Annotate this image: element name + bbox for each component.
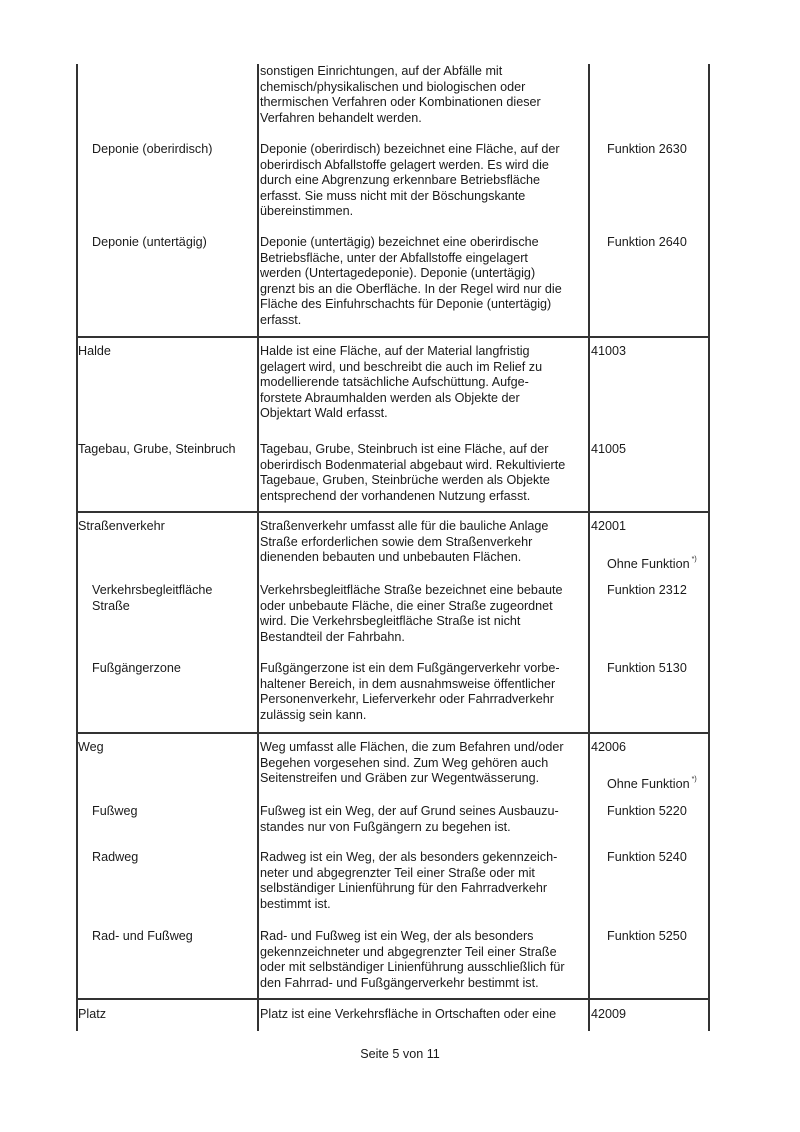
description-cell (260, 64, 590, 126)
text-line: bestimmt ist. (260, 896, 331, 911)
text-line: Tagebau, Grube, Steinbruch ist eine Fläche, auf der (260, 442, 549, 456)
footnote-marker: *) (691, 556, 697, 563)
code-cell: Funktion 2312 (607, 583, 687, 597)
text-line: gelagert wird, und beschreibt die auch im Relief zu (260, 359, 543, 374)
text-line: erfasst. Sie muss nicht mit der Böschungskante (260, 188, 526, 203)
text-line: chemisch/physikalischen und biologischen oder (260, 79, 526, 94)
row-divider (76, 336, 710, 338)
column-divider-1 (257, 64, 259, 1031)
object-name-cell: Straßenverkehr (78, 519, 165, 533)
text-line: Bestandteil der Fahrbahn. (260, 629, 405, 644)
text-line: oder mit selbständiger Linienführung ausschließlich für (260, 960, 565, 975)
page-number: Seite 5 von 11 (360, 1047, 440, 1061)
code-cell: Funktion 2640 (607, 235, 687, 249)
object-name-cell: Fußweg (92, 804, 138, 818)
description-cell (260, 442, 590, 504)
text-line: Rad- und Fußweg ist ein Weg, der als besonders (260, 929, 534, 943)
object-name-cell: Platz (78, 1007, 106, 1021)
object-name-cell: Deponie (oberirdisch) (92, 142, 213, 156)
description-cell (260, 344, 590, 422)
text-line: Straßenverkehr umfasst alle für die bauliche Anlage (260, 519, 549, 533)
code-cell: Funktion 5240 (607, 850, 687, 864)
text-line: zulässig sein kann. (260, 707, 367, 722)
text-line: standes nur von Fußgängern zu begehen ist. (260, 819, 511, 834)
text-line: Verkehrsbegleitfläche Straße bezeichnet eine bebaute (260, 583, 563, 597)
text-line: modellierende tatsächliche Aufschüttung. Aufge- (260, 375, 529, 390)
text-line: Radweg ist ein Weg, der als besonders gekennzeich- (260, 850, 558, 864)
description-cell (260, 142, 590, 220)
object-name-cell: Deponie (untertägig) (92, 235, 207, 249)
function-code-cell (607, 772, 725, 793)
code-cell: Funktion 5250 (607, 929, 687, 943)
text-line: Fläche des Einfuhrschachts für Deponie (untertägig) (260, 297, 552, 312)
text-line: grenzt bis an die Oberfläche. In der Regel wird nur die (260, 281, 562, 296)
description-cell (260, 929, 590, 991)
row-divider (76, 998, 710, 1000)
description-cell (260, 583, 590, 645)
description-cell (260, 235, 590, 329)
object-name-cell: Halde (78, 344, 111, 358)
text-line: haltener Bereich, in dem ausnahmsweise öffentlicher (260, 676, 556, 691)
code-cell: Funktion 2630 (607, 142, 687, 156)
function-code-cell (607, 552, 725, 573)
code-cell: Funktion 5220 (607, 804, 687, 818)
text-line: wird. Die Verkehrsbegleitfläche Straße ist nicht (260, 614, 521, 629)
text-line: erfasst. (260, 312, 302, 327)
text-line: Halde ist eine Fläche, auf der Material langfristig (260, 344, 530, 358)
code-cell: Funktion 5130 (607, 661, 687, 675)
text-line: selbständiger Linienführung für den Fahrradverkehr (260, 881, 548, 896)
code-cell: 42009 (591, 1007, 627, 1021)
text-line: Weg umfasst alle Flächen, die zum Befahren und/oder (260, 740, 564, 754)
function-label: Ohne Funktion (607, 777, 690, 791)
text-line: oberirdisch Abfallstoffe gelagert werden. Es wird die (260, 157, 549, 172)
description-cell (260, 1007, 590, 1023)
description-cell (260, 804, 590, 835)
text-line: oberirdisch Bodenmaterial abgebaut wird. Rekultivierte (260, 457, 566, 472)
text-line: Platz ist eine Verkehrsfläche in Ortschaften oder eine (260, 1007, 557, 1021)
text-line: Deponie (oberirdisch) bezeichnet eine Fläche, auf der (260, 142, 560, 156)
text-line: entsprechend der vorhandenen Nutzung erfasst. (260, 488, 531, 503)
text-line: Deponie (untertägig) bezeichnet eine oberirdische (260, 235, 539, 249)
text-line: durch eine Abgrenzung erkennbare Betriebsfläche (260, 173, 541, 188)
code-cell: 41003 (591, 344, 627, 358)
text-line: Betriebsfläche, unter der Abfallstoffe eingelagert (260, 250, 528, 265)
code-cell: 41005 (591, 442, 627, 456)
description-cell (260, 661, 590, 723)
text-line: Seitenstreifen und Gräben zur Wegentwässerung. (260, 771, 540, 786)
object-type-table (76, 64, 710, 1031)
text-line: gekennzeichneter und abgegrenzter Teil einer Straße (260, 944, 557, 959)
code-cell: 42001 (591, 519, 627, 533)
text-line: Personenverkehr, Lieferverkehr oder Fahrradverkehr (260, 692, 554, 707)
text-line: thermischen Verfahren oder Kombinationen dieser (260, 95, 541, 110)
text-line: Begehen vorgesehen sind. Zum Weg gehören auch (260, 755, 549, 770)
text-line: Verkehrsbegleitfläche (92, 583, 213, 597)
text-line: den Fahrrad- und Fußgängerverkehr bestimmt ist. (260, 975, 539, 990)
object-name-cell: Weg (78, 740, 104, 754)
footnote-marker: *) (691, 776, 697, 783)
text-line: Verfahren behandelt werden. (260, 110, 422, 125)
description-cell (260, 519, 590, 566)
text-line: forstete Abraumhalden werden als Objekte der (260, 390, 520, 405)
table-border-right (708, 64, 710, 1031)
row-divider (76, 511, 710, 513)
text-line: Straße (92, 598, 130, 613)
text-line: oder unbebaute Fläche, die einer Straße zugeordnet (260, 598, 553, 613)
text-line: Objektart Wald erfasst. (260, 406, 388, 421)
text-line: dienenden bebauten und unbebauten Flächen. (260, 550, 522, 565)
text-line: neter und abgegrenzter Teil einer Straße oder mit (260, 865, 535, 880)
object-name-cell: Rad- und Fußweg (92, 929, 193, 943)
text-line: Fußweg ist ein Weg, der auf Grund seines Ausbauzu- (260, 804, 559, 818)
text-line: übereinstimmen. (260, 204, 354, 219)
function-label: Ohne Funktion (607, 557, 690, 571)
text-line: sonstigen Einrichtungen, auf der Abfälle mit (260, 64, 503, 78)
description-cell (260, 740, 590, 787)
text-line: werden (Untertagedeponie). Deponie (untertägig) (260, 266, 536, 281)
object-name-cell (92, 583, 256, 614)
text-line: Fußgängerzone ist ein dem Fußgängerverkehr vorbe- (260, 661, 560, 675)
object-name-cell: Fußgängerzone (92, 661, 181, 675)
row-divider (76, 732, 710, 734)
object-name-cell: Radweg (92, 850, 139, 864)
description-cell (260, 850, 590, 912)
text-line: Straße erforderlichen sowie dem Straßenverkehr (260, 534, 533, 549)
text-line: Tagebaue, Gruben, Steinbrüche werden als Objekte (260, 473, 550, 488)
code-cell: 42006 (591, 740, 627, 754)
table-border-left (76, 64, 78, 1031)
object-name-cell: Tagebau, Grube, Steinbruch (78, 442, 236, 456)
